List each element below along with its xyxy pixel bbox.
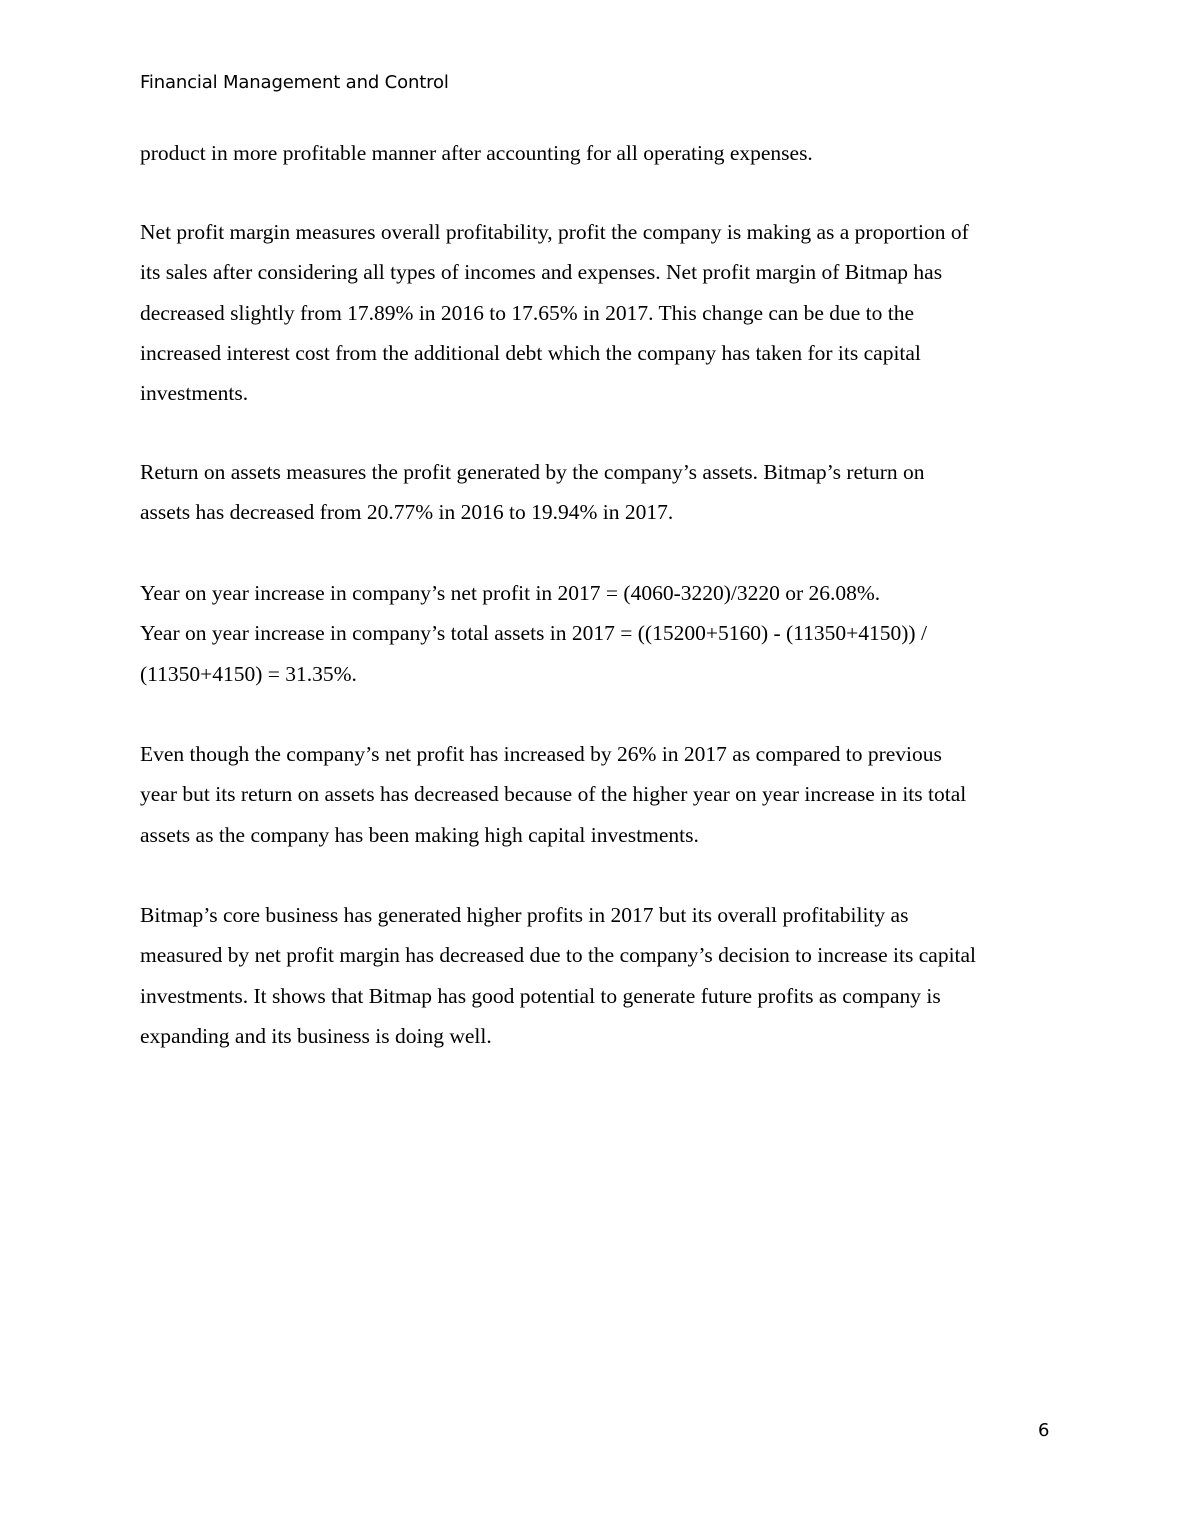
- text-line: Even though the company’s net profit has increased by 26% in 2017 as compared to previous: [140, 742, 942, 766]
- text-line: investments.: [140, 381, 249, 406]
- text-line: Year on year increase in company’s net profit in 2017 = (4060-3220)/3220 or 26.08%.: [140, 581, 881, 605]
- paragraph-analysis: [140, 734, 1055, 855]
- paragraph-conclusion: [140, 895, 1055, 1056]
- paragraph-continuation: [140, 133, 1055, 173]
- text-line: increased interest cost from the additional debt which the company has taken for its capital: [140, 340, 921, 365]
- text-line: decreased slightly from 17.89% in 2016 to 17.65% in 2017. This change can be due to the: [140, 300, 915, 325]
- text-line: Bitmap’s core business has generated higher profits in 2017 but its overall profitability as: [140, 903, 909, 927]
- text-line: assets has decreased from 20.77% in 2016 to 19.94% in 2017.: [140, 500, 674, 525]
- text-line: Net profit margin measures overall profitability, profit the company is making as a proportion of: [140, 220, 969, 244]
- text-line: expanding and its business is doing well.: [140, 1023, 492, 1048]
- text-line: year but its return on assets has decreased because of the higher year on year increase in its total: [140, 782, 967, 807]
- text-line: Year on year increase in company’s total assets in 2017 = ((15200+5160) - (11350+4150)) /: [140, 621, 927, 646]
- text-line: its sales after considering all types of incomes and expenses. Net profit margin of Bitmap has: [140, 260, 943, 285]
- paragraph-year-on-year: [140, 573, 1055, 694]
- text-line: investments. It shows that Bitmap has good potential to generate future profits as company is: [140, 983, 941, 1008]
- text-line: measured by net profit margin has decreased due to the company’s decision to increase its capital: [140, 943, 977, 968]
- text-line: (11350+4150) = 31.35%.: [140, 661, 357, 686]
- running-header: Financial Management and Control: [140, 72, 449, 93]
- paragraph-return-on-assets: [140, 452, 1055, 533]
- text-line: Return on assets measures the profit generated by the company’s assets. Bitmap’s return on: [140, 460, 925, 484]
- text-line: assets as the company has been making high capital investments.: [140, 822, 699, 847]
- page-number: 6: [1038, 1420, 1050, 1441]
- text-line: product in more profitable manner after accounting for all operating expenses.: [140, 141, 813, 165]
- paragraph-net-profit-margin: [140, 212, 1055, 413]
